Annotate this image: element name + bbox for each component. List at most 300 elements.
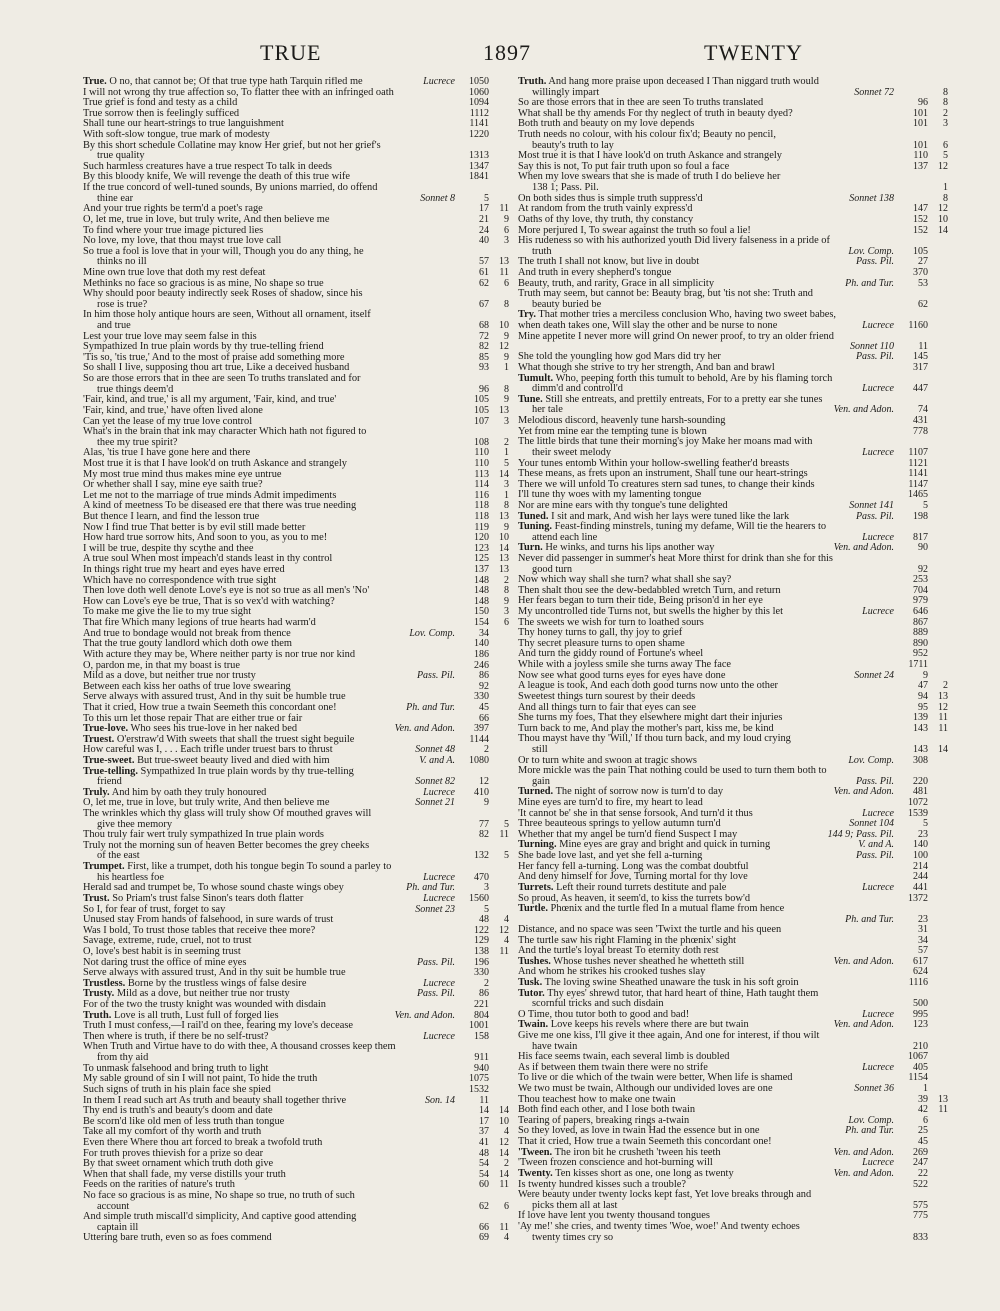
reference-number: 1107 xyxy=(908,446,928,458)
reference-number: 66 xyxy=(479,1221,489,1233)
source-work: V. and A. xyxy=(419,755,455,766)
quotation: For of the two the trusty knight was wounded with disdain xyxy=(83,999,327,1011)
quotation: My uncontrolled tide Turns not, but swells the higher by this let xyxy=(518,606,783,618)
reference-number: 1154 xyxy=(908,1072,928,1084)
reference-number: 77 xyxy=(479,818,489,830)
quotation: Distance, and no space was seen 'Twixt the turtle and his queen xyxy=(518,923,782,935)
reference-number: 220 xyxy=(913,775,928,787)
reference-number: 25 xyxy=(918,1125,928,1137)
quotation: Even there Where thou art forced to break a twofold truth xyxy=(83,1136,323,1148)
reference-number: 1372 xyxy=(908,892,928,904)
quotation: from thy aid xyxy=(97,1052,149,1064)
quotation: I will not wrong thy true affection so, To flatter thee with an infringed oath xyxy=(83,86,394,98)
source-work: Lucrece xyxy=(423,786,455,798)
reference-number: 37 xyxy=(479,1126,489,1138)
quotation: beauty's truth to lay xyxy=(532,139,614,151)
quotation: So Priam's trust false Sinon's tears doth flatter xyxy=(112,892,304,904)
source-work: Lucrece xyxy=(423,77,455,87)
reference-number: 244 xyxy=(913,871,928,883)
reference-number: 140 xyxy=(474,638,489,650)
source-work: V. and A. xyxy=(858,839,894,851)
reference-number: 1116 xyxy=(908,976,928,988)
headword: Turtle. xyxy=(518,903,548,915)
quotation: Mine appetite I never more will grind On newer proof, to try an older friend xyxy=(518,330,834,342)
line-text xyxy=(83,1191,455,1202)
reference-number: 101 xyxy=(913,107,928,119)
line-number: 11 xyxy=(499,1221,509,1233)
quotation: and true xyxy=(97,320,131,332)
quotation: Who sees his true-love in her naked bed xyxy=(130,723,298,735)
reference-number: 522 xyxy=(913,1178,928,1190)
source-work: Ven. and Adon. xyxy=(833,1019,894,1031)
quotation: A true soul When most impeach'd stands least in thy control xyxy=(83,553,333,565)
line-number: 3 xyxy=(504,479,509,491)
quotation: Now I find true That better is by evil still made better xyxy=(83,521,306,533)
line-number: 12 xyxy=(938,160,948,172)
quotation: So shall I live, supposing thou art true, Like a deceived husband xyxy=(83,362,350,374)
quotation: O, pardon me, in that my boast is true xyxy=(83,659,240,671)
concordance-line xyxy=(518,554,948,565)
line-number: 8 xyxy=(504,585,509,597)
quotation: On both sides thus is simple truth suppress'd xyxy=(518,192,703,204)
quotation: Three beauteous springs to yellow autumn turn'd xyxy=(518,818,721,830)
reference-number: 100 xyxy=(913,850,928,862)
reference-number: 57 xyxy=(918,945,928,957)
quotation: Thou truly fair wert truly sympathized In true plain words xyxy=(83,829,324,841)
quotation: dimm'd and controll'd xyxy=(532,383,623,395)
reference-number: 940 xyxy=(474,1062,489,1074)
quotation: Turn back to me, And play the mother's part, kiss me, be kind xyxy=(518,722,774,734)
reference-number: 158 xyxy=(474,1030,489,1042)
line-number: 11 xyxy=(499,945,509,957)
line-number: 4 xyxy=(504,935,509,947)
quotation: willingly impart xyxy=(532,86,600,98)
page-number: 1897 xyxy=(483,40,531,65)
quotation: By this short schedule Collatine may know Her grief, but not her grief's xyxy=(83,139,381,151)
quotation: Then love doth well denote Love's eye is not so true as all men's 'No' xyxy=(83,585,370,597)
quotation: I sit and mark, And wish her lays were tuned like the lark xyxy=(551,510,790,522)
quotation: To make me give the lie to my true sight xyxy=(83,606,252,618)
source-work: Sonnet 72 xyxy=(854,86,894,98)
reference-number: 1539 xyxy=(908,807,928,819)
reference-number: 57 xyxy=(479,256,489,268)
source-work: 144 9; Pass. Pil. xyxy=(827,828,894,840)
quotation: her tale xyxy=(532,404,563,416)
reference-number: 92 xyxy=(918,563,928,575)
quotation: While with a joyless smile she turns away The face xyxy=(518,659,732,671)
concordance-line xyxy=(518,1233,948,1244)
quotation: My sable ground of sin I will not paint, To hide the truth xyxy=(83,1073,318,1085)
reference-number: 833 xyxy=(913,1231,928,1243)
right-column xyxy=(518,77,948,1297)
headword: Tutor. xyxy=(518,987,545,999)
left-column xyxy=(83,77,509,1297)
quotation: And him by oath they truly honoured xyxy=(111,786,267,798)
line-number: 8 xyxy=(504,298,509,310)
reference-number: 9 xyxy=(923,669,928,681)
source-work: Lucrece xyxy=(862,1061,894,1073)
reference-number: 53 xyxy=(918,277,928,289)
reference-number: 470 xyxy=(474,871,489,883)
quotation: And deny himself for Jove, Turning mortal for thy love xyxy=(518,871,748,883)
quotation: To live or die which of the twain were better, When life is shamed xyxy=(518,1072,793,1084)
reference-number: 101 xyxy=(913,139,928,151)
headword: Trumpet. xyxy=(83,861,125,873)
reference-number: 119 xyxy=(474,521,489,533)
reference-number: 72 xyxy=(479,330,489,342)
source-work: Sonnet 82 xyxy=(415,776,455,788)
line-number: 10 xyxy=(499,532,509,544)
quotation: thine ear xyxy=(97,192,134,204)
quotation: Were beauty under twenty locks kept fast, Yet love breaks through and xyxy=(518,1189,812,1201)
line-number: 3 xyxy=(504,606,509,618)
source-work: Ph. and Tur. xyxy=(406,882,455,894)
quotation: So they loved, as love in twain Had the essence but in one xyxy=(518,1125,760,1137)
quotation: No face so gracious is as mine, No shape so true, no truth of such xyxy=(83,1189,355,1201)
concordance-line xyxy=(83,1212,509,1223)
quotation: Oaths of thy love, thy truth, thy constancy xyxy=(518,213,694,225)
headword: Tune. xyxy=(518,393,543,405)
reference-number: 704 xyxy=(913,584,928,596)
source-work: Sonnet 141 xyxy=(849,499,894,511)
quotation: By that sweet ornament which truth doth give xyxy=(83,1158,274,1170)
source-work: Ph. and Tur. xyxy=(406,701,455,713)
quotation: Whose tushes never sheathed he whetteth still xyxy=(553,955,745,967)
quotation: 138 1; Pass. Pil. xyxy=(532,182,599,194)
line-number: 12 xyxy=(499,1136,509,1148)
reference-number: 186 xyxy=(474,648,489,660)
quotation: Take all my comfort of thy worth and truth xyxy=(83,1126,262,1138)
reference-number: 196 xyxy=(474,956,489,968)
headword: Tushes. xyxy=(518,955,551,967)
source-work: Lov. Comp. xyxy=(848,1114,894,1126)
quotation: Was I bold, To trust those tables that receive thee more? xyxy=(83,924,316,936)
quotation: Which have no correspondence with true sight xyxy=(83,574,277,586)
quotation: And whom he strikes his crooked tushes slay xyxy=(518,966,706,978)
headword: Turrets. xyxy=(518,881,554,893)
reference-number: 198 xyxy=(913,510,928,522)
reference-number: 11 xyxy=(918,341,928,353)
reference-number: 12 xyxy=(479,776,489,788)
quotation: To this urn let those repair That are either true or fair xyxy=(83,712,303,724)
quotation: O, let me, true in love, but truly write, And then believe me xyxy=(83,213,330,225)
line-number: 1 xyxy=(504,362,509,374)
quotation: his heartless foe xyxy=(97,871,164,883)
quotation: attend each line xyxy=(532,531,598,543)
reference-number: 405 xyxy=(913,1061,928,1073)
quotation: true quality xyxy=(97,150,145,162)
reference-number: 108 xyxy=(474,436,489,448)
reference-number: 890 xyxy=(913,637,928,649)
reference-number: 66 xyxy=(479,712,489,724)
line-number: 14 xyxy=(499,1168,509,1180)
quotation: To find where your true image pictured lies xyxy=(83,224,264,236)
quotation: That mother tries a merciless conclusion Who, having two sweet babes, xyxy=(538,309,837,321)
reference-number: 1094 xyxy=(469,97,489,109)
quotation: His rudeness so with his authorized youth Did livery falseness in a pride of xyxy=(518,235,830,247)
reference-number: 85 xyxy=(479,351,489,363)
reference-number: 48 xyxy=(479,1147,489,1159)
line-number: 2 xyxy=(504,436,509,448)
quotation: Unused stay From hands of falsehood, in sure wards of trust xyxy=(83,914,334,926)
quotation: First, like a trumpet, doth his tongue begin To sound a parley to xyxy=(127,861,392,873)
headword: Twain. xyxy=(518,1019,549,1031)
headword: Try. xyxy=(518,309,536,321)
line-number: 5 xyxy=(943,150,948,162)
reference-number: 1080 xyxy=(469,755,489,766)
line-number: 8 xyxy=(504,383,509,395)
quotation: But true-sweet beauty lived and died with him xyxy=(137,755,330,766)
line-number: 9 xyxy=(504,351,509,363)
line-text xyxy=(83,767,455,778)
line-number: 1 xyxy=(943,182,948,194)
reference-number: 27 xyxy=(918,256,928,268)
reference-number: 96 xyxy=(918,97,928,109)
reference-number: 82 xyxy=(479,341,489,353)
reference-number: 137 xyxy=(474,564,489,576)
reference-number: 147 xyxy=(913,203,928,215)
quotation: Uttering bare truth, even so as foes commend xyxy=(83,1232,272,1244)
quotation: In him those holy antique hours are seen, Without all ornament, itself xyxy=(83,309,371,321)
concordance-line xyxy=(83,841,509,852)
quotation: And hang more praise upon deceased I Than niggard truth would xyxy=(548,77,819,87)
reference-number: 867 xyxy=(913,616,928,628)
line-number: 13 xyxy=(938,690,948,702)
quotation: Tearing of papers, breaking rings a-twain xyxy=(518,1114,690,1126)
quotation: Say this is not, To put fair truth upon so foul a face xyxy=(518,160,730,172)
quotation: What shall be thy amends For thy neglect of truth in beauty dyed? xyxy=(518,107,793,119)
quotation: Her fancy fell a-turning. Long was the combat doubtful xyxy=(518,860,749,872)
line-text xyxy=(518,766,894,777)
reference-number: 86 xyxy=(479,670,489,682)
quotation: More perjured I, To swear against the truth so foul a lie! xyxy=(518,224,751,236)
quotation: I'll tune thy woes with my lamenting tongue xyxy=(518,489,702,501)
source-work: Lucrece xyxy=(423,977,455,989)
reference-number: 137 xyxy=(913,160,928,172)
quotation: The loving swine Sheathed unaware the tusk in his soft groin xyxy=(544,976,799,988)
source-work: Sonnet 110 xyxy=(850,341,894,353)
quotation: Savage, extreme, rude, cruel, not to trust xyxy=(83,935,252,947)
line-number: 9 xyxy=(504,521,509,533)
reference-number: 804 xyxy=(474,1009,489,1021)
quotation: She told the youngling how god Mars did try her xyxy=(518,351,721,363)
source-work: Pass. Pil. xyxy=(855,775,894,787)
reference-number: 9 xyxy=(484,797,489,809)
reference-number: 68 xyxy=(479,320,489,332)
source-work: Pass. Pil. xyxy=(855,850,894,862)
reference-number: 143 xyxy=(913,743,928,755)
quotation: Never did passenger in summer's heat More thirst for drink than she for this xyxy=(518,553,833,564)
source-work: Pass. Pil. xyxy=(416,988,455,1000)
quotation: rose is true? xyxy=(97,298,148,310)
quotation: A league is took, And each doth good turns now unto the other xyxy=(518,680,779,692)
quotation: Phœnix and the turtle fled In a mutual flame from hence xyxy=(550,903,785,915)
reference-number: 105 xyxy=(474,394,489,406)
quotation: Your tunes entomb Within your hollow-swelling feather'd breasts xyxy=(518,457,790,469)
quotation: gain xyxy=(532,775,550,787)
reference-number: 500 xyxy=(913,998,928,1010)
quotation: Is twenty hundred kisses such a trouble? xyxy=(518,1178,686,1190)
line-number: 13 xyxy=(499,564,509,576)
concordance-line xyxy=(518,734,948,745)
reference-number: 113 xyxy=(474,468,489,480)
line-text xyxy=(83,1233,455,1244)
quotation: Can yet the lease of my true love control xyxy=(83,415,253,427)
quotation: Mine own true love that doth my rest defeat xyxy=(83,266,266,278)
line-number: 14 xyxy=(499,468,509,480)
quotation: Borne by the trustless wings of false desire xyxy=(127,977,307,989)
line-number: 9 xyxy=(504,213,509,225)
quotation: Sympathized In true plain words by thy true-telling friend xyxy=(83,341,324,353)
quotation: No love, my love, that thou mayst true love call xyxy=(83,235,282,247)
headword: Truly. xyxy=(83,786,110,798)
source-work: Lov. Comp. xyxy=(848,245,894,257)
quotation: Thy end is truth's and beauty's doom and date xyxy=(83,1105,273,1117)
line-number: 10 xyxy=(938,213,948,225)
source-work: Ph. and Tur. xyxy=(845,277,894,289)
line-number: 11 xyxy=(499,829,509,841)
quotation: And true to bondage would not break from thence xyxy=(83,627,291,639)
source-work: Lucrece xyxy=(423,1030,455,1042)
line-number: 13 xyxy=(499,553,509,565)
quotation: Be scorn'd like old men of less truth than tongue xyxy=(83,1115,285,1127)
line-number: 10 xyxy=(499,1115,509,1127)
reference-number: 253 xyxy=(913,574,928,586)
quotation: 'Tis so, 'tis true,' And to the most of praise add something more xyxy=(83,351,345,363)
quotation: friend xyxy=(97,776,122,788)
quotation: Serve always with assured trust, And in thy suit be humble true xyxy=(83,967,346,979)
line-number: 11 xyxy=(499,1179,509,1191)
source-work: Sonnet 104 xyxy=(849,818,894,830)
quotation: Lest your true love may seem false in this xyxy=(83,330,257,342)
line-text xyxy=(518,734,894,745)
quotation: O no, that cannot be; Of that true type hath Tarquin rifled me xyxy=(109,77,363,87)
reference-number: 441 xyxy=(913,881,928,893)
quotation: Both truth and beauty on my love depends xyxy=(518,118,695,130)
quotation: For truth proves thievish for a prize so dear xyxy=(83,1147,264,1159)
reference-number: 61 xyxy=(479,266,489,278)
quotation: Who, peeping forth this tumult to behold, Are by his flaming torch xyxy=(555,372,833,384)
source-work: Sonnet 48 xyxy=(415,744,455,756)
line-number: 11 xyxy=(938,712,948,724)
headword: Tuning. xyxy=(518,521,552,533)
reference-number: 2 xyxy=(484,744,489,756)
source-work: Lucrece xyxy=(423,871,455,883)
quotation: What though she strive to try her strength, And ban and brawl xyxy=(518,362,775,374)
source-work: Pass. Pil. xyxy=(855,510,894,522)
reference-number: 5 xyxy=(484,192,489,204)
reference-number: 105 xyxy=(474,404,489,416)
quotation: Mild as a dove, but neither true nor trusty xyxy=(83,670,256,682)
reference-number: 129 xyxy=(474,935,489,947)
line-number: 10 xyxy=(499,320,509,332)
quotation: To unmask falsehood and bring truth to light xyxy=(83,1062,269,1074)
reference-number: 90 xyxy=(918,542,928,554)
quotation: So proud, As heaven, it seem'd, to kiss the turrets bow'd xyxy=(518,892,751,904)
quotation: If the true concord of well-tuned sounds, By unions married, do offend xyxy=(83,182,378,194)
quotation: Ten kisses short as one, one long as twenty xyxy=(555,1167,734,1179)
reference-number: 152 xyxy=(913,224,928,236)
line-number: 12 xyxy=(499,924,509,936)
quotation: True grief is fond and testy as a child xyxy=(83,97,238,109)
line-number: 12 xyxy=(499,341,509,353)
source-work: Sonnet 24 xyxy=(854,669,894,681)
reference-number: 110 xyxy=(474,457,489,469)
reference-number: 2 xyxy=(484,977,489,989)
quotation: That the true gouty landlord which doth owe them xyxy=(83,638,292,650)
quotation: scornful tricks and such disdain xyxy=(532,998,664,1010)
quotation: Give me one kiss, I'll give it thee again, And one for interest, if thou wilt xyxy=(518,1030,820,1041)
reference-number: 330 xyxy=(474,967,489,979)
quotation: Mine eyes are gray and bright and quick in turning xyxy=(559,839,771,851)
reference-number: 95 xyxy=(918,701,928,713)
headword: 'Tween. xyxy=(518,1146,553,1158)
source-work: Sonnet 36 xyxy=(854,1083,894,1095)
reference-number: 47 xyxy=(918,680,928,692)
quotation: their sweet melody xyxy=(532,446,612,458)
quotation: O, let me, true in love, but truly write, And then believe me xyxy=(83,797,330,809)
quotation: The little birds that tune their morning's joy Make her moans mad with xyxy=(518,436,813,448)
reference-number: 34 xyxy=(918,934,928,946)
quotation: when death takes one, Will slay the other and be nurse to none xyxy=(518,320,778,332)
reference-number: 82 xyxy=(479,829,489,841)
headword: True. xyxy=(83,77,107,87)
quotation: Methinks no face so gracious is as mine, No shape so true xyxy=(83,277,324,289)
reference-number: 69 xyxy=(479,1232,489,1244)
source-work: Lucrece xyxy=(423,892,455,904)
reference-number: 952 xyxy=(913,648,928,660)
quotation: thinks no ill xyxy=(97,256,147,268)
line-number: 14 xyxy=(499,542,509,554)
reference-number: 21 xyxy=(479,213,489,225)
quotation: He winks, and turns his lips another way xyxy=(545,542,715,554)
reference-number: 1465 xyxy=(908,489,928,501)
line-number: 6 xyxy=(943,139,948,151)
headword: Turning. xyxy=(518,839,557,851)
quotation: More mickle was the pain That nothing could be used to turn them both to xyxy=(518,765,827,777)
quotation: So are those errors that in thee are seen To truths translated and for xyxy=(83,373,361,385)
quotation: Or to turn white and swoon at tragic shows xyxy=(518,754,697,766)
reference-number: 45 xyxy=(918,1136,928,1148)
line-text xyxy=(518,554,894,565)
quotation: twenty times cry so xyxy=(532,1231,614,1243)
reference-number: 110 xyxy=(474,447,489,459)
source-work: Ven. and Adon. xyxy=(833,955,894,967)
quotation: have twain xyxy=(532,1040,578,1052)
headword: Truth. xyxy=(83,1009,112,1021)
headword: True-telling. xyxy=(83,765,138,777)
quotation: 'Ay me!' she cries, and twenty times 'Woe, woe!' And twenty echoes xyxy=(518,1220,800,1232)
line-number: 13 xyxy=(499,510,509,522)
reference-number: 308 xyxy=(913,754,928,766)
reference-number: 617 xyxy=(913,955,928,967)
quotation: Alas, 'tis true I have gone here and there xyxy=(83,447,251,459)
reference-number: 101 xyxy=(913,118,928,130)
line-number: 2 xyxy=(943,680,948,692)
headword: Turn. xyxy=(518,542,543,554)
quotation: Left their round turrets destitute and pale xyxy=(556,881,727,893)
headword: Twenty. xyxy=(518,1167,553,1179)
reference-number: 148 xyxy=(474,595,489,607)
line-number: 11 xyxy=(499,203,509,215)
quotation: Let me not to the marriage of true minds Admit impediments xyxy=(83,489,337,501)
quotation: thee my true spirit? xyxy=(97,436,178,448)
source-work: Ven. and Adon. xyxy=(394,723,455,735)
header-right-word: TWENTY xyxy=(704,40,803,65)
reference-number: 62 xyxy=(918,298,928,310)
line-number: 4 xyxy=(504,1232,509,1244)
headword: Turned. xyxy=(518,786,554,798)
